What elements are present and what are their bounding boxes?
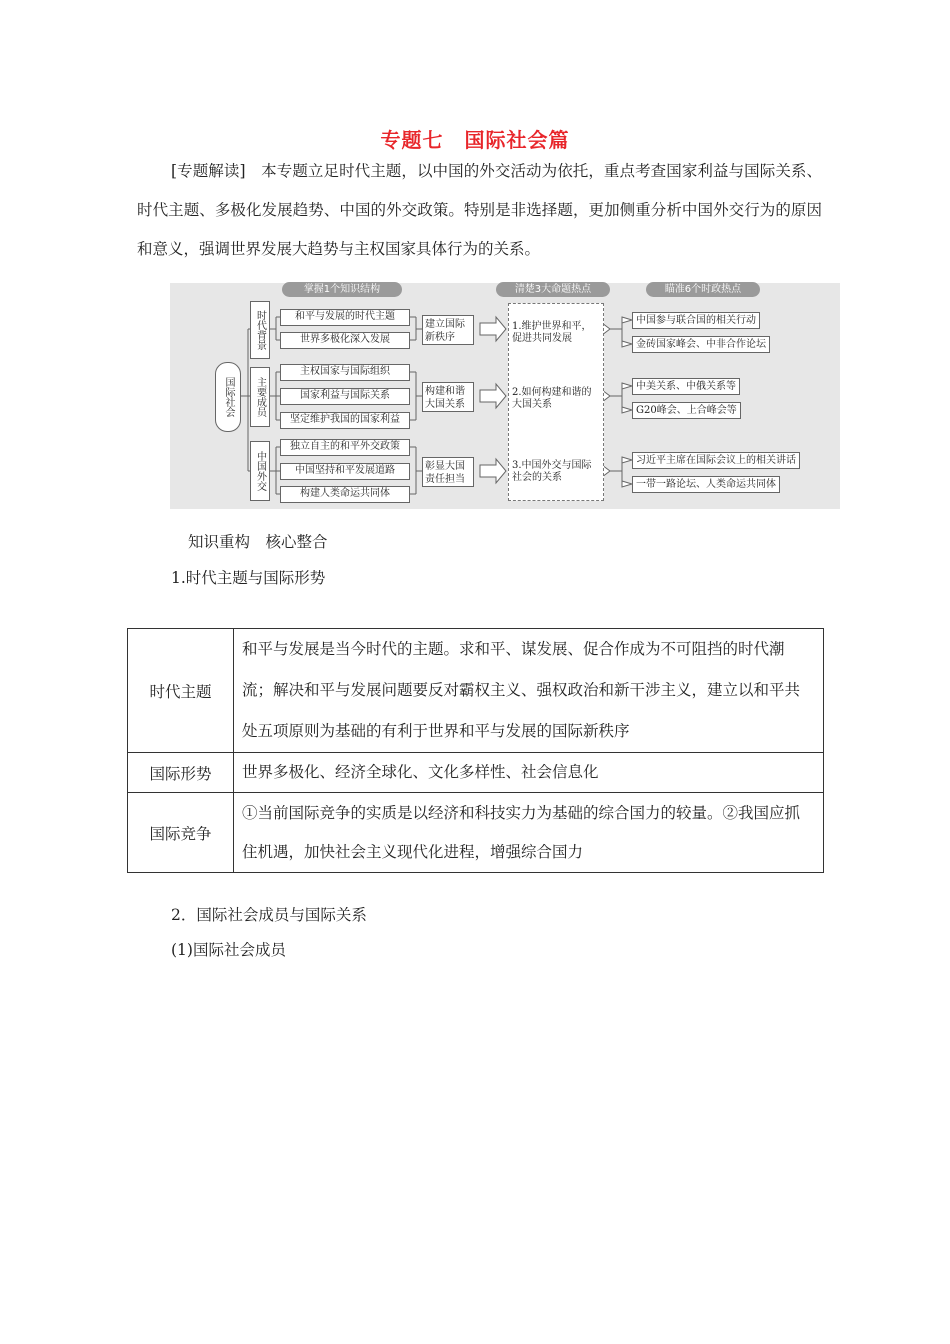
hotspot-1: 1.维护世界和平，促进共同发展 xyxy=(512,321,592,344)
summary-box: 构建和谐大国关系 xyxy=(422,382,474,412)
item-box: 构建人类命运共同体 xyxy=(280,486,410,503)
knowledge-diagram xyxy=(170,283,840,509)
hotspot-2: 2.如何构建和谐的大国关系 xyxy=(512,387,592,410)
current-event: 中美关系、中俄关系等 xyxy=(632,378,740,395)
root-node: 国际社会 xyxy=(215,362,241,432)
current-event: 一带一路论坛、人类命运共同体 xyxy=(632,476,780,493)
item-box: 和平与发展的时代主题 xyxy=(280,309,410,326)
section-2-subtitle: (1)国际社会成员 xyxy=(171,941,286,959)
row-content: ①当前国际竞争的实质是以经济和科技实力为基础的综合国力的较量。②我国应抓住机遇，加快社会主义现代化进程，增强综合国力 xyxy=(234,793,824,873)
table-row xyxy=(128,793,824,873)
section-1-title: 1.时代主题与国际形势 xyxy=(171,569,326,587)
category-members: 主要成员 xyxy=(250,367,270,427)
row-content: 和平与发展是当今时代的主题。求和平、谋发展、促合作成为不可阻挡的时代潮流；解决和平与发展问题要反对霸权主义、强权政治和新干涉主义，建立以和平共处五项原则为基础的有利于世界和平与发展的国际新秩序 xyxy=(234,629,824,753)
pill-structure: 掌握1个知识结构 xyxy=(282,282,402,297)
row-header: 时代主题 xyxy=(128,629,234,753)
current-event: 金砖国家峰会、中非合作论坛 xyxy=(632,336,770,353)
current-event: 习近平主席在国际会议上的相关讲话 xyxy=(632,452,800,469)
table-row xyxy=(128,629,824,753)
section-2-title: 2．国际社会成员与国际关系 xyxy=(171,906,367,924)
row-header: 国际形势 xyxy=(128,753,234,793)
knowledge-table xyxy=(127,628,824,873)
item-box: 国家利益与国际关系 xyxy=(280,388,410,405)
hotspot-3: 3.中国外交与国际社会的关系 xyxy=(512,460,592,483)
page-title: 专题七 国际社会篇 xyxy=(380,128,570,152)
row-header: 国际竞争 xyxy=(128,793,234,873)
current-event: 中国参与联合国的相关行动 xyxy=(632,312,760,329)
pill-hotspots: 清楚3大命题热点 xyxy=(496,282,610,297)
category-diplomacy: 中国外交 xyxy=(250,441,270,501)
table-row xyxy=(128,753,824,793)
row-content: 世界多极化、经济全球化、文化多样性、社会信息化 xyxy=(234,753,824,793)
item-box: 中国坚持和平发展道路 xyxy=(280,463,410,480)
item-box: 坚定维护我国的国家利益 xyxy=(280,412,410,429)
category-background: 时代背景 xyxy=(250,301,270,359)
item-box: 世界多极化深入发展 xyxy=(280,332,410,349)
summary-box: 彰显大国责任担当 xyxy=(422,457,474,487)
item-box: 主权国家与国际组织 xyxy=(280,364,410,381)
current-event: G20峰会、上合峰会等 xyxy=(632,402,741,419)
section-heading: 知识重构 核心整合 xyxy=(188,533,328,551)
summary-box: 建立国际新秩序 xyxy=(422,315,474,345)
pill-current: 瞄准6个时政热点 xyxy=(646,282,760,297)
item-box: 独立自主的和平外交政策 xyxy=(280,439,410,456)
topic-intro: [专题解读] 本专题立足时代主题，以中国的外交活动为依托，重点考查国家利益与国际关系、时代主题、多极化发展趋势、中国的外交政策。特别是非选择题，更加侧重分析中国外交行为的原因和意义，强调世界发展大趋势与主权国家具体行为的关系。 xyxy=(137,162,822,258)
